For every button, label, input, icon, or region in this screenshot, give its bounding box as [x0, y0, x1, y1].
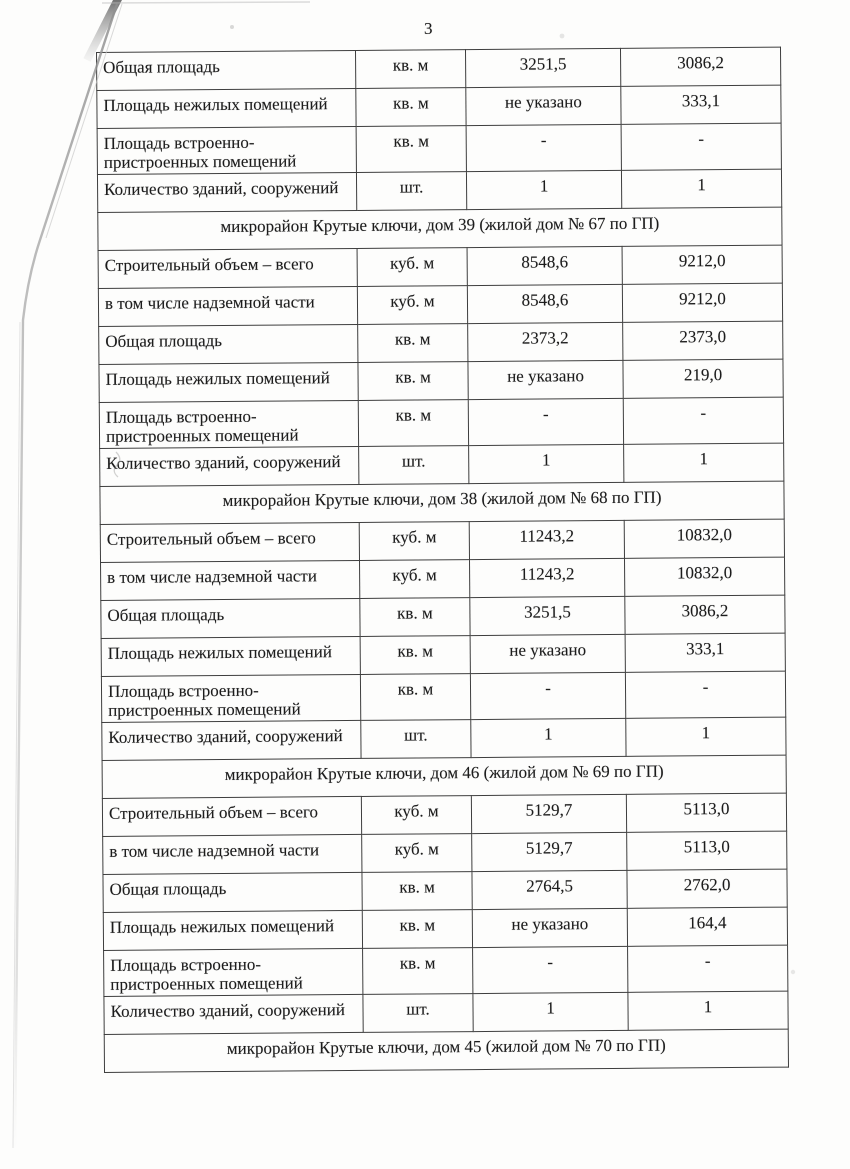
unit-cell: куб. м	[357, 248, 467, 287]
unit-cell: кв. м	[362, 872, 472, 911]
section-header: микрорайон Крутые ключи, дом 45 (жилой дом № 70 по ГП)	[104, 1029, 788, 1072]
section-header: микрорайон Крутые ключи, дом 38 (жилой дом № 68 по ГП)	[100, 481, 784, 524]
table-scan-tilt-wrapper	[96, 47, 789, 1073]
value-1-cell: 2764,5	[472, 870, 627, 909]
table-row	[101, 557, 785, 600]
value-1-cell: 8548,6	[467, 284, 622, 323]
table-row	[100, 443, 784, 486]
value-2-cell: -	[625, 671, 785, 718]
value-1-cell: 1	[471, 718, 626, 757]
unit-cell: шт.	[361, 720, 471, 759]
indicator-name-cell: Площадь встроенно- пристроенных помещений	[104, 948, 363, 996]
section-header-row	[104, 1029, 788, 1072]
value-2-cell: 1	[621, 169, 781, 208]
indicator-name-cell: в том числе надземной части	[101, 560, 360, 600]
value-2-cell: 2373,0	[623, 321, 783, 360]
table-row	[97, 169, 781, 212]
unit-cell: куб. м	[361, 796, 471, 835]
table-row	[99, 321, 783, 364]
unit-cell: куб. м	[357, 286, 467, 325]
value-1-cell: 8548,6	[467, 246, 622, 285]
table-row	[99, 397, 783, 448]
value-2-cell: -	[621, 123, 781, 170]
indicator-name-cell: Общая площадь	[103, 872, 362, 912]
unit-cell: шт.	[356, 172, 466, 211]
indicator-name-cell: Площадь встроенно- пристроенных помещений	[97, 126, 356, 174]
value-1-cell: -	[473, 946, 628, 993]
table-row	[101, 671, 785, 722]
value-1-cell: 3251,5	[470, 596, 625, 635]
table-row	[97, 47, 781, 90]
unit-cell: кв. м	[363, 948, 473, 995]
value-1-cell: -	[466, 124, 621, 171]
unit-cell: куб. м	[360, 560, 470, 599]
value-2-cell: 333,1	[625, 633, 785, 672]
unit-cell: куб. м	[362, 834, 472, 873]
noise-dot	[791, 970, 795, 974]
unit-cell: кв. м	[358, 400, 468, 447]
unit-cell: кв. м	[360, 636, 470, 675]
value-1-cell: 11243,2	[469, 558, 624, 597]
value-2-cell: 1	[626, 717, 786, 756]
table-row	[102, 717, 786, 760]
value-2-cell: 1	[624, 443, 784, 482]
table-row	[99, 359, 783, 402]
table-row	[103, 831, 787, 874]
page-edge-secondary-line	[13, 322, 20, 1148]
table-row	[98, 283, 782, 326]
unit-cell: кв. м	[356, 88, 466, 127]
value-1-cell: -	[470, 672, 625, 719]
indicator-name-cell: Количество зданий, сооружений	[104, 994, 363, 1034]
noise-dot	[560, 34, 565, 39]
value-2-cell: 164,4	[627, 907, 787, 946]
value-2-cell: 9212,0	[622, 245, 782, 284]
value-1-cell: 1	[466, 170, 621, 209]
section-header-row	[98, 207, 782, 250]
indicator-name-cell: Количество зданий, сооружений	[97, 172, 356, 212]
top-edge-scan-line	[102, 2, 310, 3]
indicator-name-cell: Общая площадь	[97, 50, 356, 90]
indicator-name-cell: Площадь нежилых помещений	[101, 636, 360, 676]
unit-cell: кв. м	[362, 910, 472, 949]
indicator-name-cell: Площадь встроенно- пристроенных помещений	[101, 674, 360, 722]
value-1-cell: 5129,7	[472, 832, 627, 871]
value-1-cell: -	[468, 398, 623, 445]
indicator-name-cell: Общая площадь	[99, 324, 358, 364]
table-row	[97, 123, 781, 174]
table-row	[104, 945, 788, 996]
indicator-name-cell: Строительный объем – всего	[98, 248, 357, 288]
unit-cell: кв. м	[356, 126, 466, 173]
value-1-cell: 2373,2	[468, 322, 623, 361]
indicator-name-cell: в том числе надземной части	[98, 286, 357, 326]
value-2-cell: 2762,0	[627, 869, 787, 908]
indicator-name-cell: Общая площадь	[101, 598, 360, 638]
section-header: микрорайон Крутые ключи, дом 46 (жилой дом № 69 по ГП)	[102, 755, 786, 798]
unit-cell: кв. м	[355, 50, 465, 89]
section-header: микрорайон Крутые ключи, дом 39 (жилой дом № 67 по ГП)	[98, 207, 782, 250]
value-2-cell: 10832,0	[624, 557, 784, 596]
value-2-cell: 5113,0	[626, 793, 786, 832]
indicator-name-cell: Количество зданий, сооружений	[100, 446, 359, 486]
table-row	[103, 869, 787, 912]
unit-cell: кв. м	[358, 362, 468, 401]
indicator-name-cell: Количество зданий, сооружений	[102, 720, 361, 760]
value-1-cell: не указано	[468, 360, 623, 399]
value-1-cell: не указано	[470, 634, 625, 673]
noise-dot	[230, 25, 234, 29]
table-row	[103, 907, 787, 950]
value-2-cell: 5113,0	[627, 831, 787, 870]
unit-cell: кв. м	[360, 674, 470, 721]
unit-cell: куб. м	[359, 522, 469, 561]
value-2-cell: -	[623, 397, 783, 444]
value-1-cell: 1	[473, 992, 628, 1031]
unit-cell: кв. м	[360, 598, 470, 637]
section-header-row	[100, 481, 784, 524]
indicator-name-cell: Площадь нежилых помещений	[99, 362, 358, 402]
value-2-cell: -	[628, 945, 788, 992]
value-2-cell: 3086,2	[625, 595, 785, 634]
table-row	[98, 245, 782, 288]
value-2-cell: 333,1	[621, 85, 781, 124]
indicator-name-cell: Площадь встроенно- пристроенных помещений	[99, 400, 358, 448]
value-1-cell: не указано	[472, 908, 627, 947]
indicator-name-cell: Площадь нежилых помещений	[103, 910, 362, 950]
unit-cell: шт.	[363, 994, 473, 1033]
table-row	[101, 595, 785, 638]
value-2-cell: 9212,0	[622, 283, 782, 322]
value-1-cell: 1	[469, 444, 624, 483]
value-2-cell: 1	[628, 991, 788, 1030]
value-2-cell: 10832,0	[624, 519, 784, 558]
table-row	[104, 991, 788, 1034]
table-row	[101, 633, 785, 676]
unit-cell: шт.	[359, 446, 469, 485]
indicator-name-cell: Строительный объем – всего	[102, 796, 361, 836]
indicator-name-cell: Строительный объем – всего	[100, 522, 359, 562]
value-2-cell: 3086,2	[620, 47, 780, 86]
indicator-name-cell: Площадь нежилых помещений	[97, 88, 356, 128]
indicator-name-cell: в том числе надземной части	[103, 834, 362, 874]
value-1-cell: 3251,5	[465, 48, 620, 87]
table-body	[97, 47, 789, 1072]
value-1-cell: 11243,2	[469, 520, 624, 559]
section-header-row	[102, 755, 786, 798]
value-2-cell: 219,0	[623, 359, 783, 398]
page-number: 3	[424, 19, 433, 38]
unit-cell: кв. м	[358, 324, 468, 363]
value-1-cell: 5129,7	[471, 794, 626, 833]
table-row	[97, 85, 781, 128]
construction-parameters-table	[96, 47, 789, 1073]
value-1-cell: не указано	[466, 86, 621, 125]
table-row	[100, 519, 784, 562]
table-row	[102, 793, 786, 836]
